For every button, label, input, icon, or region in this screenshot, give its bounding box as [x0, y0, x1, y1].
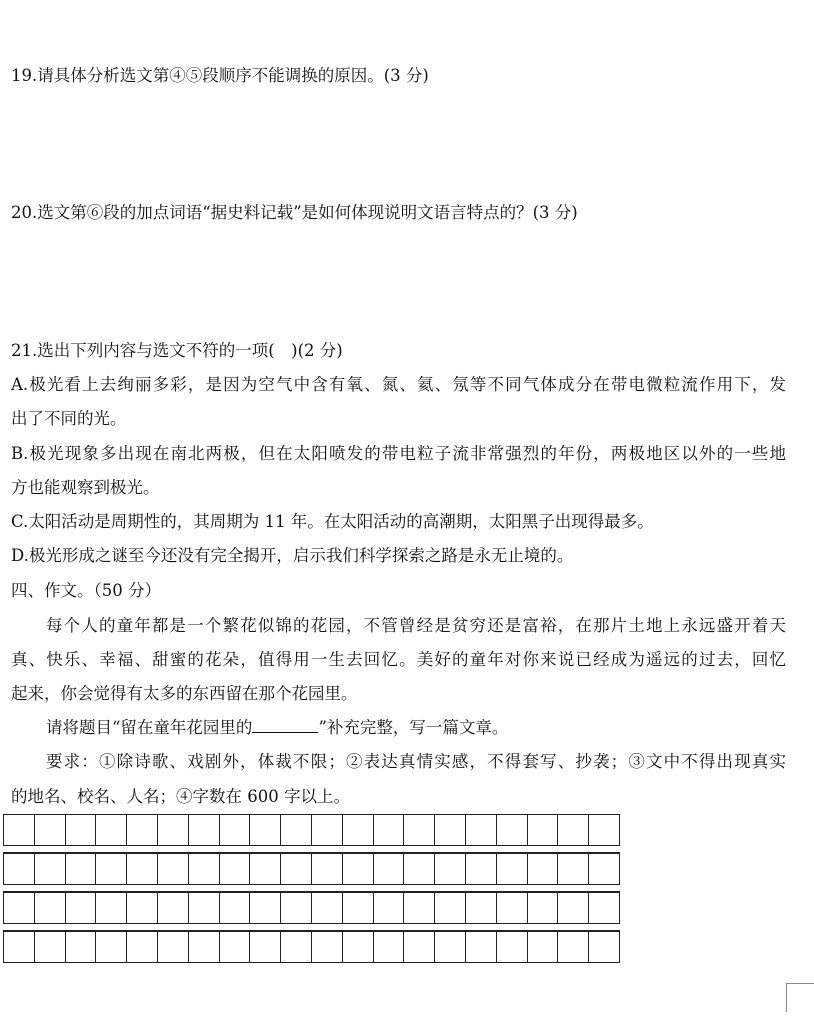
- grid-cell[interactable]: [466, 893, 497, 923]
- grid-cell[interactable]: [281, 932, 312, 962]
- grid-cell[interactable]: [250, 932, 281, 962]
- option-a-line1: A.极光看上去绚丽多彩，是因为空气中含有氧、氮、氦、氖等不同气体成分在带电微粒流作用下，发: [11, 375, 786, 394]
- grid-cell[interactable]: [589, 893, 619, 923]
- grid-cell[interactable]: [497, 815, 528, 845]
- grid-cell[interactable]: [250, 815, 281, 845]
- grid-cell[interactable]: [558, 815, 589, 845]
- grid-cell[interactable]: [96, 893, 127, 923]
- grid-cell[interactable]: [96, 932, 127, 962]
- grid-cell[interactable]: [189, 893, 220, 923]
- grid-cell[interactable]: [66, 815, 97, 845]
- grid-cell[interactable]: [466, 815, 497, 845]
- question-20: 20.选文第⑥段的加点词语“据史料记载”是如何体现说明文语言特点的？(3 分): [11, 203, 578, 222]
- title-blank: [252, 718, 318, 733]
- question-19: 19.请具体分析选文第④⑤段顺序不能调换的原因。(3 分): [11, 66, 429, 85]
- grid-cell[interactable]: [528, 893, 559, 923]
- grid-row[interactable]: [3, 931, 620, 963]
- grid-cell[interactable]: [558, 932, 589, 962]
- grid-cell[interactable]: [528, 815, 559, 845]
- grid-cell[interactable]: [4, 893, 35, 923]
- grid-cell[interactable]: [312, 815, 343, 845]
- grid-cell[interactable]: [312, 932, 343, 962]
- grid-cell[interactable]: [343, 854, 374, 884]
- grid-cell[interactable]: [497, 854, 528, 884]
- grid-cell[interactable]: [528, 932, 559, 962]
- grid-cell[interactable]: [35, 893, 66, 923]
- grid-row[interactable]: [3, 814, 620, 846]
- option-d: D.极光形成之谜至今还没有完全揭开，启示我们科学探索之路是永无止境的。: [11, 546, 574, 565]
- grid-cell[interactable]: [589, 854, 619, 884]
- grid-cell[interactable]: [158, 815, 189, 845]
- option-a-line2: 出了不同的光。: [11, 409, 127, 428]
- page-corner-mark: [786, 983, 814, 1012]
- grid-cell[interactable]: [435, 893, 466, 923]
- grid-cell[interactable]: [220, 815, 251, 845]
- grid-cell[interactable]: [343, 893, 374, 923]
- essay-prompt-before: 请将题目“留在童年花园里的: [46, 718, 253, 737]
- grid-cell[interactable]: [404, 854, 435, 884]
- grid-cell[interactable]: [96, 854, 127, 884]
- grid-cell[interactable]: [35, 854, 66, 884]
- requirements-line1: 要求：①除诗歌、戏剧外，体裁不限；②表达真情实感，不得套写、抄袭；③文中不得出现真实: [46, 752, 786, 771]
- grid-row[interactable]: [3, 892, 620, 924]
- question-21: 21.选出下列内容与选文不符的一项( )(2 分): [11, 341, 343, 360]
- grid-cell[interactable]: [250, 893, 281, 923]
- grid-cell[interactable]: [158, 854, 189, 884]
- grid-cell[interactable]: [589, 932, 619, 962]
- grid-cell[interactable]: [497, 893, 528, 923]
- grid-cell[interactable]: [343, 815, 374, 845]
- grid-cell[interactable]: [435, 932, 466, 962]
- grid-cell[interactable]: [35, 815, 66, 845]
- grid-cell[interactable]: [374, 854, 405, 884]
- essay-prompt: [46, 718, 508, 738]
- grid-cell[interactable]: [589, 815, 619, 845]
- requirements-line2: 的地名、校名、人名；④字数在 600 字以上。: [11, 787, 350, 806]
- grid-cell[interactable]: [66, 854, 97, 884]
- grid-cell[interactable]: [528, 854, 559, 884]
- grid-cell[interactable]: [66, 932, 97, 962]
- grid-cell[interactable]: [404, 815, 435, 845]
- option-b-line1: B.极光现象多出现在南北两极，但在太阳喷发的带电粒子流非常强烈的年份，两极地区以外的一些地: [11, 444, 786, 463]
- grid-cell[interactable]: [343, 932, 374, 962]
- grid-cell[interactable]: [220, 893, 251, 923]
- grid-cell[interactable]: [466, 854, 497, 884]
- grid-cell[interactable]: [127, 932, 158, 962]
- grid-cell[interactable]: [96, 815, 127, 845]
- grid-cell[interactable]: [435, 854, 466, 884]
- grid-row[interactable]: [3, 853, 620, 885]
- option-b-line2: 方也能观察到极光。: [11, 478, 160, 497]
- grid-cell[interactable]: [374, 893, 405, 923]
- grid-cell[interactable]: [158, 932, 189, 962]
- grid-cell[interactable]: [127, 815, 158, 845]
- grid-cell[interactable]: [374, 932, 405, 962]
- grid-cell[interactable]: [281, 854, 312, 884]
- essay-paragraph-line1: 每个人的童年都是一个繁花似锦的花园，不管曾经是贫穷还是富裕，在那片土地上永远盛开着天: [46, 616, 786, 635]
- essay-heading: 四、作文。（50 分）: [11, 581, 161, 600]
- grid-cell[interactable]: [4, 932, 35, 962]
- essay-paragraph-line2: 真、快乐、幸福、甜蜜的花朵，值得用一生去回忆。美好的童年对你来说已经成为遥远的过去，回忆: [11, 650, 786, 669]
- option-c: C.太阳活动是周期性的，其周期为 11 年。在太阳活动的高潮期，太阳黑子出现得最多。: [11, 512, 654, 531]
- grid-cell[interactable]: [404, 932, 435, 962]
- grid-cell[interactable]: [4, 854, 35, 884]
- grid-cell[interactable]: [466, 932, 497, 962]
- grid-cell[interactable]: [312, 854, 343, 884]
- grid-cell[interactable]: [189, 932, 220, 962]
- grid-cell[interactable]: [250, 854, 281, 884]
- grid-cell[interactable]: [127, 893, 158, 923]
- grid-cell[interactable]: [558, 854, 589, 884]
- essay-paragraph-line3: 起来，你会觉得有太多的东西留在那个花园里。: [11, 684, 358, 703]
- grid-cell[interactable]: [35, 932, 66, 962]
- grid-cell[interactable]: [189, 815, 220, 845]
- grid-cell[interactable]: [158, 893, 189, 923]
- grid-cell[interactable]: [374, 815, 405, 845]
- grid-cell[interactable]: [435, 815, 466, 845]
- grid-cell[interactable]: [404, 893, 435, 923]
- grid-cell[interactable]: [66, 893, 97, 923]
- grid-cell[interactable]: [127, 854, 158, 884]
- grid-cell[interactable]: [558, 893, 589, 923]
- essay-prompt-after: ”补充完整，写一篇文章。: [318, 718, 509, 737]
- grid-cell[interactable]: [189, 854, 220, 884]
- grid-cell[interactable]: [281, 815, 312, 845]
- grid-cell[interactable]: [497, 932, 528, 962]
- grid-cell[interactable]: [220, 854, 251, 884]
- grid-cell[interactable]: [4, 815, 35, 845]
- grid-cell[interactable]: [312, 893, 343, 923]
- grid-cell[interactable]: [220, 932, 251, 962]
- grid-cell[interactable]: [281, 893, 312, 923]
